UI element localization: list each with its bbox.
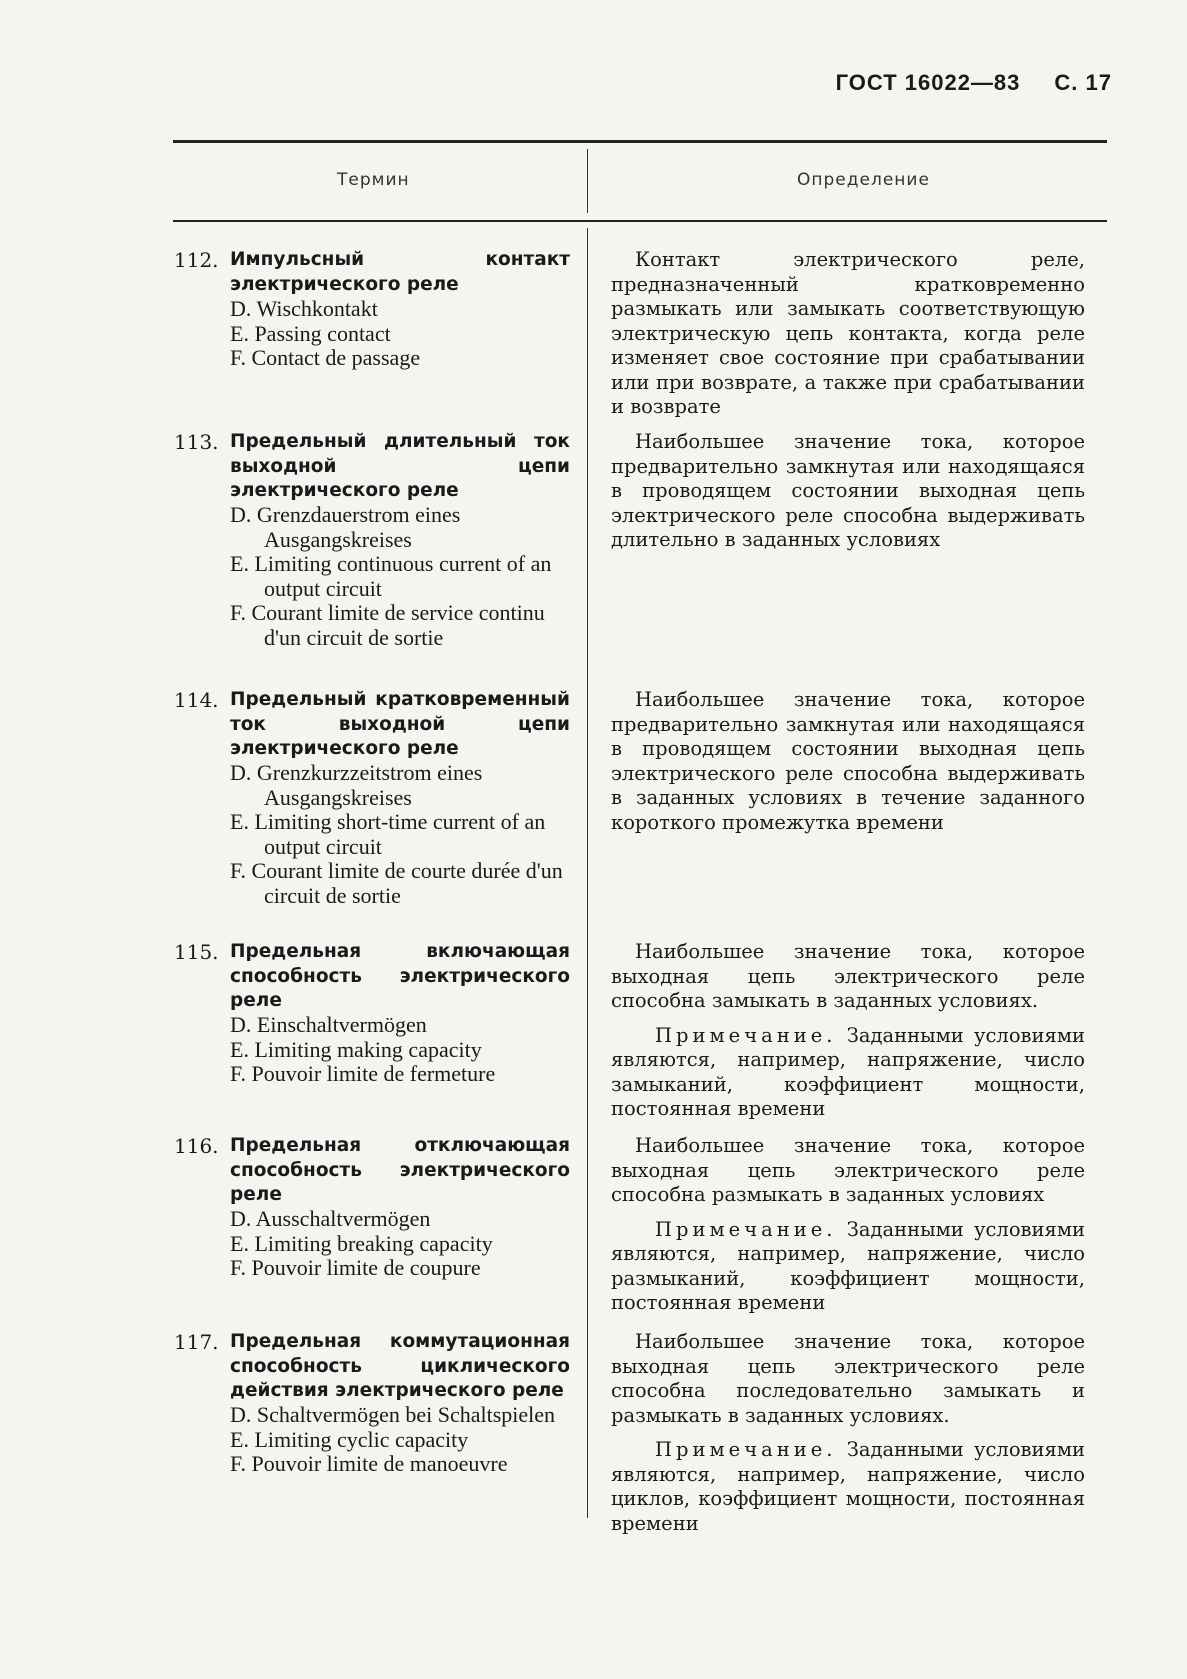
definition-cell	[611, 430, 1085, 553]
note-text: Заданными условиями являются, например, напряжение, число размыканий, коэффициент мощности, постоянная времени	[611, 1217, 1085, 1314]
term-french: F. Courant limite de service continu d'un circuit de sortie	[230, 600, 545, 650]
term-russian: Предельный кратковременный ток выходной цепи электрического реле	[230, 689, 570, 759]
table-header-rule	[173, 220, 1107, 222]
definition-text: Наибольшее значение тока, которое выходная цепь электрического реле способна последовательно замыкать и размыкать в заданных условиях.	[611, 1330, 1085, 1427]
term-german: D. Ausschaltvermögen	[230, 1206, 431, 1231]
definition-note	[611, 1438, 1085, 1536]
term-russian: Предельный длительный ток выходной цепи электрического реле	[230, 431, 570, 501]
definition-text: Наибольшее значение тока, которое выходная цепь электрического реле способна замыкать в заданных условиях.	[611, 940, 1085, 1012]
term-french: F. Courant limite de courte durée d'un circuit de sortie	[230, 858, 563, 908]
term-english: E. Limiting making capacity	[230, 1036, 482, 1062]
term-english: E. Limiting cyclic capacity	[230, 1426, 469, 1452]
term-english: E. Passing contact	[230, 320, 391, 346]
definition-cell	[611, 1330, 1085, 1536]
table-top-rule	[173, 140, 1107, 143]
term-foreign	[230, 1013, 570, 1087]
term-french: F. Pouvoir limite de coupure	[230, 1255, 481, 1280]
term-number: 116.	[174, 1134, 219, 1158]
column-header-definition: Определение	[797, 170, 930, 190]
term-german: D. Einschaltvermögen	[230, 1012, 427, 1037]
note-text: Заданными условиями являются, например, напряжение, число замыканий, коэффициент мощности, постоянная времени	[611, 1023, 1085, 1120]
column-header-term: Термин	[337, 170, 410, 190]
term-russian: Предельная отключающая способность электрического реле	[230, 1135, 570, 1205]
note-text: Заданными условиями являются, например, напряжение, число циклов, коэффициент мощности, постоянная времени	[611, 1438, 1085, 1535]
term-foreign	[230, 761, 570, 908]
term-foreign	[230, 297, 570, 371]
term-number: 117.	[174, 1330, 219, 1354]
page-number: С. 17	[1054, 70, 1112, 95]
definition-cell	[611, 688, 1085, 835]
term-german: D. Grenzdauerstrom eines Ausgangskreises	[230, 502, 461, 552]
term-english: E. Limiting breaking capacity	[230, 1230, 493, 1256]
note-label: Примечание.	[655, 1438, 837, 1461]
term-english: E. Limiting continuous current of an output circuit	[230, 551, 552, 601]
column-divider	[587, 228, 588, 1518]
standard-code: ГОСТ 16022—83	[835, 70, 1021, 95]
definition-note	[611, 1218, 1085, 1316]
term-foreign	[230, 1207, 570, 1281]
definition-text: Наибольшее значение тока, которое предварительно замкнутая или находящаяся в проводящем состоянии выходная цепь электрического реле способна выдерживать в заданных условиях в течение заданного короткого промежутка времени	[611, 688, 1085, 834]
header-column-divider	[587, 149, 588, 213]
term-number: 115.	[174, 940, 219, 964]
term-number: 113.	[174, 430, 219, 454]
term-foreign	[230, 503, 570, 650]
term-french: F. Contact de passage	[230, 345, 421, 370]
definition-note	[611, 1024, 1085, 1122]
definition-text: Контакт электрического реле, предназначенный кратковременно размыкать или замыкать соответствующую электрическую цепь контакта, когда реле изменяет свое состояние при срабатывании или при возврате, а также при срабатывании и возврате	[611, 248, 1085, 418]
definition-text: Наибольшее значение тока, которое выходная цепь электрического реле способна размыкать в заданных условиях	[611, 1134, 1085, 1206]
definition-text: Наибольшее значение тока, которое предварительно замкнутая или находящаяся в проводящем состоянии выходная цепь электрического реле способна выдерживать длительно в заданных условиях	[611, 430, 1085, 551]
term-german: D. Grenzkurzzeitstrom eines Ausgangskreises	[230, 760, 483, 810]
term-german: D. Schaltvermögen bei Schaltspielen	[230, 1402, 556, 1427]
term-russian: Импульсный контакт электрического реле	[230, 249, 570, 295]
term-russian: Предельная включающая способность электрического реле	[230, 941, 570, 1011]
term-russian: Предельная коммутационная способность циклического действия электрического реле	[230, 1331, 570, 1401]
definition-cell	[611, 248, 1085, 420]
note-label: Примечание.	[655, 1217, 837, 1241]
term-foreign	[230, 1403, 570, 1477]
term-french: F. Pouvoir limite de manoeuvre	[230, 1451, 508, 1476]
note-label: Примечание.	[655, 1023, 837, 1047]
term-french: F. Pouvoir limite de fermeture	[230, 1061, 496, 1086]
term-german: D. Wischkontakt	[230, 296, 378, 321]
page-header	[836, 70, 1112, 96]
definition-cell	[611, 1134, 1085, 1316]
term-number: 114.	[174, 688, 219, 712]
definition-cell	[611, 940, 1085, 1122]
term-english: E. Limiting short-time current of an output circuit	[230, 809, 546, 859]
term-number: 112.	[174, 248, 219, 272]
